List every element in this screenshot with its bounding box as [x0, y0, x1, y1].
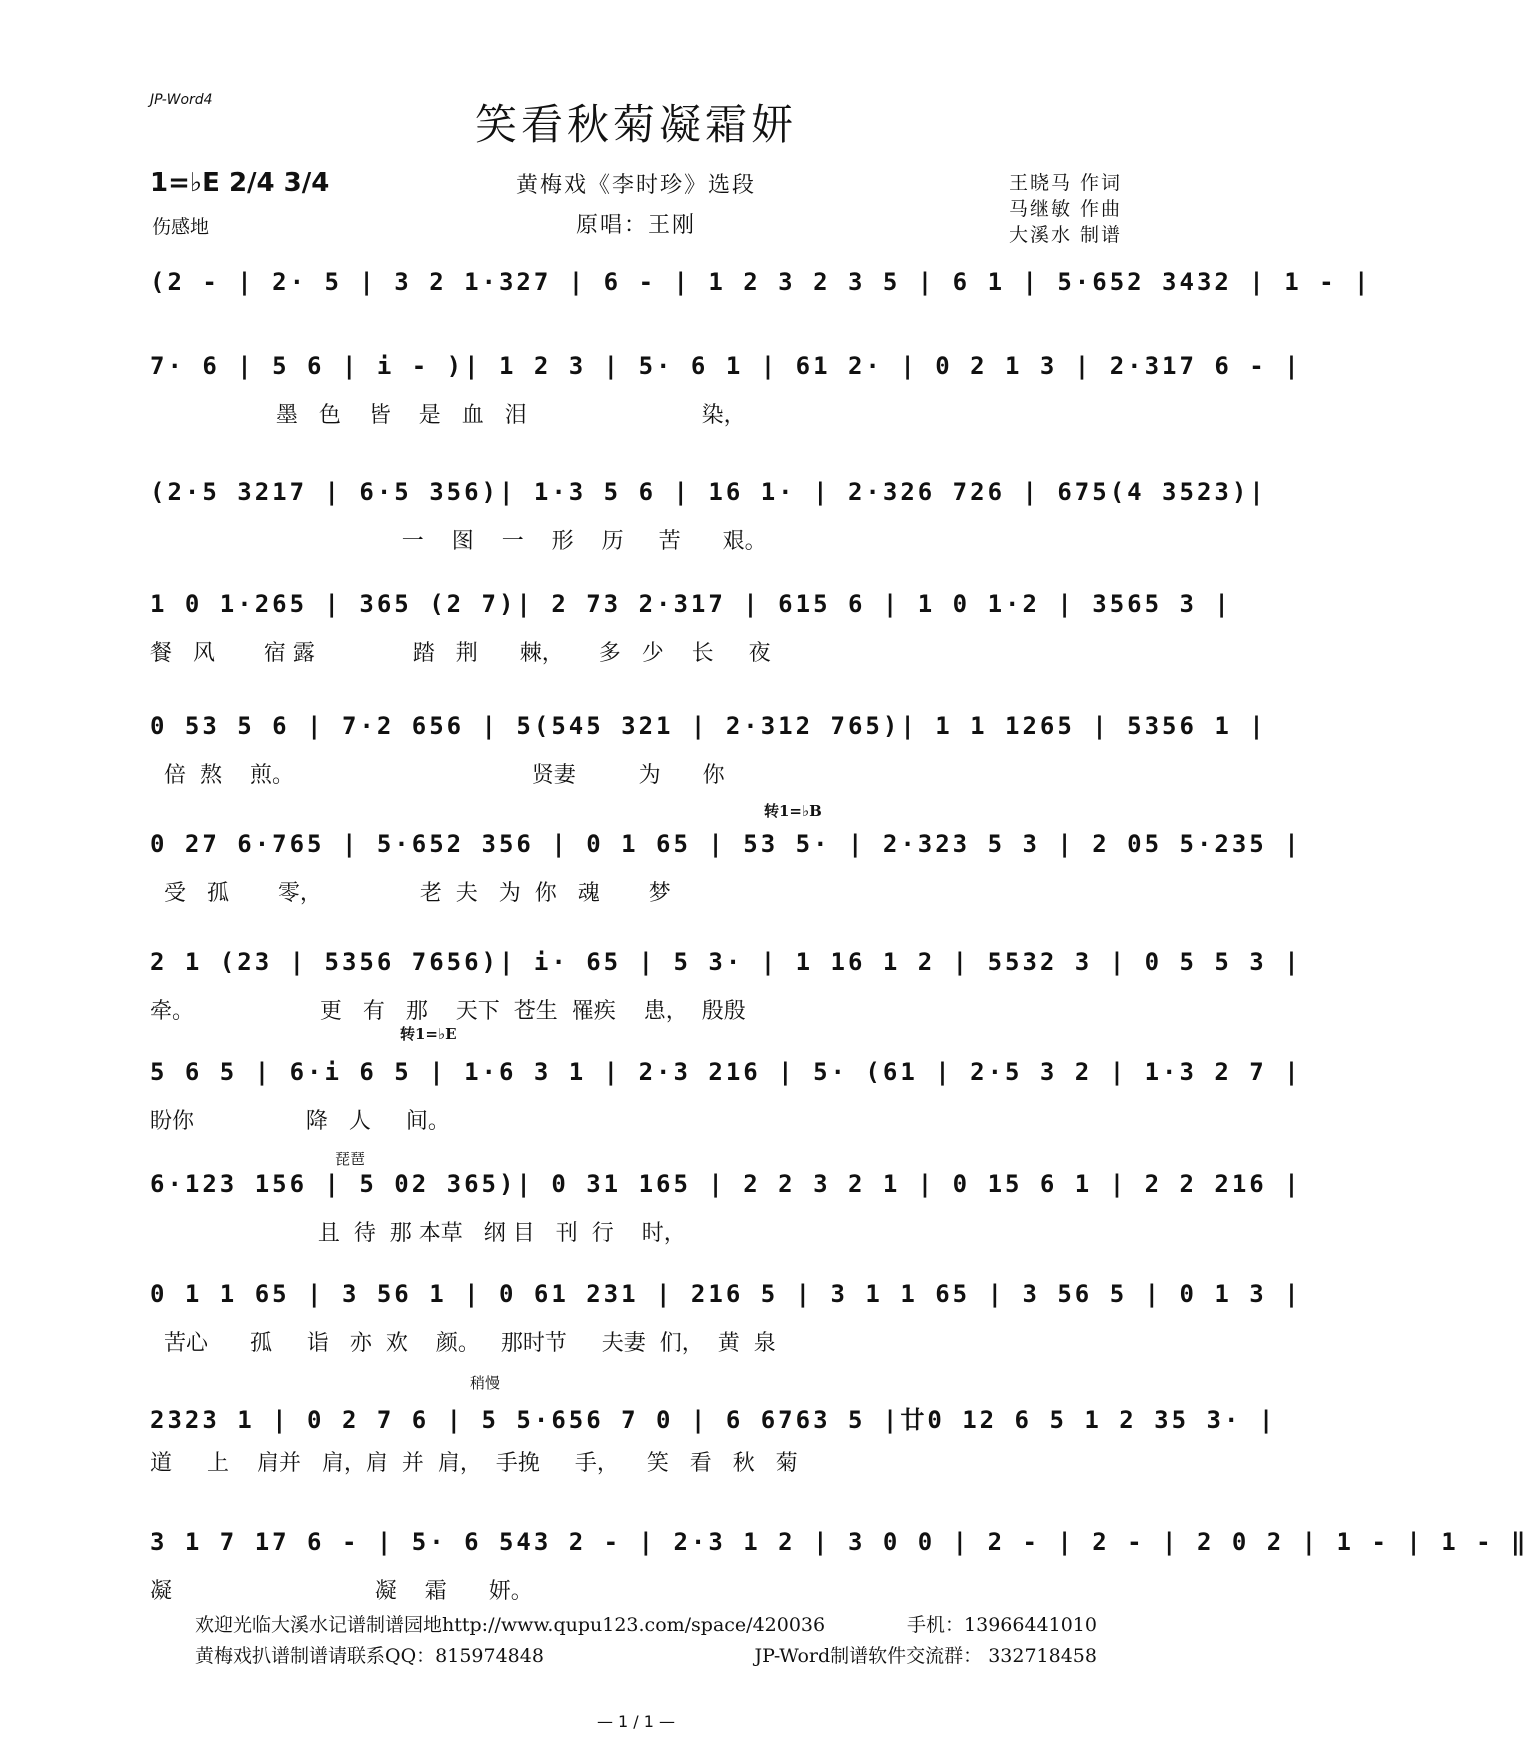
lyric-line: 一 图 一 形 历 苦 艰。	[150, 529, 767, 554]
footer-website: 欢迎光临大溪水记谱制谱园地http://www.qupu123.com/space/420036	[195, 1614, 826, 1636]
notation-line: (2·5 3217 | 6·5 356)| 1·3 5 6 | 16 1· | 2·326 726 | 675(4 3523)|	[150, 478, 1267, 506]
footer-group: JP-Word制谱软件交流群： 332718458	[754, 1645, 1097, 1667]
lyric-line: 且 待 那 本草 纲 目 刊 行 时，	[150, 1221, 686, 1246]
notation-line: 0 27 6·765 | 5·652 356 | 0 1 65 | 53 5· | 2·323 5 3 | 2 05 5·235 |	[150, 830, 1302, 858]
original-singer: 原唱：王刚	[575, 213, 696, 238]
lyric-line: 墨 色 皆 是 血 泪 染，	[150, 403, 746, 428]
lyric-line: 倍 熬 煎。 贤妻 为 你	[150, 763, 725, 788]
notation-line: 1 0 1·265 | 365 (2 7)| 2 73 2·317 | 615 6 | 1 0 1·2 | 3565 3 |	[150, 590, 1232, 618]
transcriber-credit: 大溪水 制谱	[1008, 224, 1122, 246]
notation-line: 0 1 1 65 | 3 56 1 | 0 61 231 | 216 5 | 3 1 1 65 | 3 56 5 | 0 1 3 |	[150, 1280, 1302, 1308]
lyric-line: 餐 风 宿 露 踏 荆 棘， 多 少 长 夜	[150, 641, 771, 666]
page-number: — 1 / 1 —	[596, 1712, 676, 1731]
footer-qq: 黄梅戏扒谱制谱请联系QQ：815974848	[195, 1645, 544, 1667]
software-tag: JP-Word4	[150, 92, 213, 108]
subtitle: 黄梅戏《李时珍》选段	[515, 173, 756, 198]
page-title: 笑看秋菊凝霜妍	[474, 100, 797, 149]
notation-line: (2 - | 2· 5 | 3 2 1·327 | 6 - | 1 2 3 2 3 5 | 6 1 | 5·652 3432 | 1 - |	[150, 268, 1372, 296]
lyric-line: 受 孤 零， 老 夫 为 你 魂 梦	[150, 881, 671, 906]
lyric-line	[150, 314, 1125, 344]
composer-credit: 马继敏 作曲	[1008, 198, 1122, 220]
notation-line: 2 1 (23 | 5356 7656)| i· 65 | 5 3· | 1 16 1 2 | 5532 3 | 0 5 5 3 |	[150, 948, 1302, 976]
lyric-line: 道 上 肩并 肩，肩 并 肩， 手挽 手， 笑 看 秋 菊	[150, 1451, 798, 1476]
modulation-mark: 转1=♭E	[400, 1025, 457, 1043]
lyric-line: 牵。 更 有 那 天下 苍生 罹疾 患， 殷殷	[150, 999, 746, 1024]
notation-line: 6·123 156 | 5 02 365)| 0 31 165 | 2 2 3 2 1 | 0 15 6 1 | 2 2 216 |	[150, 1170, 1302, 1198]
lyricist-credit: 王晓马 作词	[1008, 172, 1122, 194]
notation-line: 5 6 5 | 6·i 6 5 | 1·6 3 1 | 2·3 216 | 5· (61 | 2·5 3 2 | 1·3 2 7 |	[150, 1058, 1302, 1086]
key-signature: 1=♭E 2/4 3/4	[150, 168, 330, 198]
tempo-mark: 稍慢	[470, 1374, 501, 1392]
lyric-line: 凝 凝 霜 妍。	[150, 1579, 533, 1604]
expression-mark: 伤感地	[152, 216, 210, 238]
notation-line: 7· 6 | 5 6 | i - )| 1 2 3 | 5· 6 1 | 61 2· | 0 2 1 3 | 2·317 6 - |	[150, 352, 1302, 380]
notation-line: 3 1 7 17 6 - | 5· 6 543 2 - | 2·3 1 2 | 3 0 0 | 2 - | 2 - | 2 0 2 | 1 - | 1 - ‖	[150, 1528, 1529, 1556]
notation-line: 0 53 5 6 | 7·2 656 | 5(545 321 | 2·312 765)| 1 1 1265 | 5356 1 |	[150, 712, 1267, 740]
notation-line: 2323 1 | 0 2 7 6 | 5 5·656 7 0 | 6 6763 5 |廿0 12 6 5 1 2 35 3· |	[150, 1406, 1277, 1434]
lyric-line: 苦心 孤 诣 亦 欢 颜。 那时节 夫妻 们， 黄 泉	[150, 1331, 776, 1356]
lyric-line: 盼你 降 人 间。	[150, 1109, 450, 1134]
modulation-mark: 转1=♭B	[764, 802, 822, 820]
instrument-mark: 琵琶	[335, 1150, 366, 1168]
footer-phone: 手机：13966441010	[907, 1614, 1097, 1636]
